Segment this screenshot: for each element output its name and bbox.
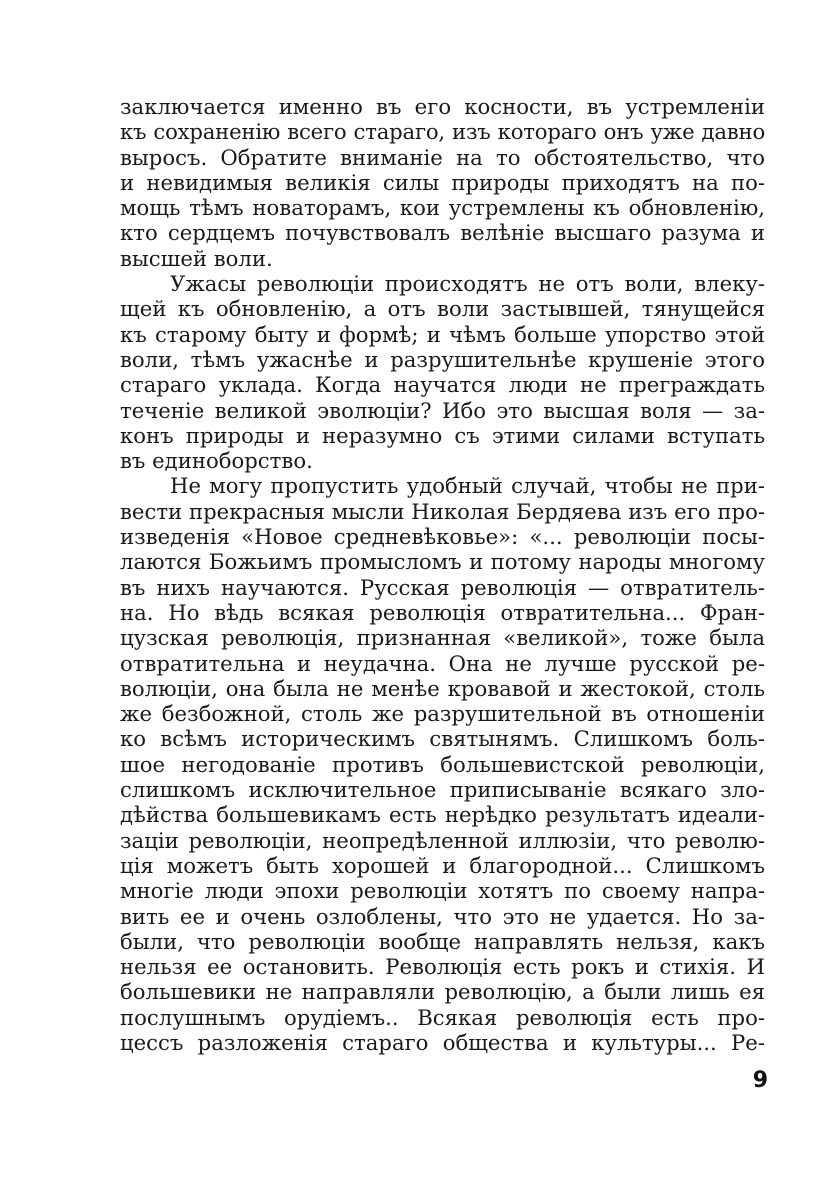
text-line: воли, тѣмъ ужаснѣе и разрушительнѣе крушеніе этого <box>120 346 765 372</box>
text-line: высшей воли. <box>120 245 273 271</box>
text-line: цессъ разложенія стараго общества и культуры... Ре- <box>120 1029 765 1055</box>
text-line: послушнымъ орудіемъ.. Всякая революція есть про- <box>120 1004 765 1030</box>
text-line: выросъ. Обратите вниманіе на то обстоятельство, что <box>120 144 765 170</box>
text-line: вить ее и очень озлоблены, что это не удается. Но за- <box>120 903 765 929</box>
text-line: отвратительна и неудачна. Она не лучше русской ре- <box>120 650 765 676</box>
text-line: шое негодованіе противъ большевистской революціи, <box>120 751 765 777</box>
text-line: лаются Божьимъ промысломъ и потому народы многому <box>120 549 765 575</box>
paragraph-1 <box>120 94 765 271</box>
text-line: и невидимыя великія силы природы приходятъ на по- <box>120 169 765 195</box>
text-line: слишкомъ исключительное приписываніе всякаго зло- <box>120 777 765 803</box>
text-line: въ единоборство. <box>120 448 313 474</box>
text-line: мощь тѣмъ новаторамъ, кои устремлены къ обновленію, <box>120 195 765 221</box>
text-line: изведенія «Новое средневѣковье»: «... революціи посы- <box>120 524 765 550</box>
text-line: стараго уклада. Когда научатся люди не преграждать <box>120 372 765 398</box>
text-line: волюціи, она была не менѣе кровавой и жестокой, столь <box>120 675 765 701</box>
text-line: заключается именно въ его косности, въ устремленіи <box>120 94 765 119</box>
text-line: къ сохраненію всего стараго, изъ котораго онъ уже давно <box>120 119 765 145</box>
text-line: большевики не направляли революцію, а были лишь ея <box>120 979 765 1005</box>
text-line: заціи революціи, неопредѣленной иллюзіи, что револю- <box>120 827 765 853</box>
text-line: нельзя ее остановить. Революція есть рокъ и стихія. И <box>120 954 765 980</box>
text-line: были, что революціи вообще направлять нельзя, какъ <box>120 928 765 954</box>
paragraph-3 <box>120 473 765 1055</box>
text-line: Ужасы революціи происходятъ не отъ воли, влеку- <box>170 271 765 297</box>
paragraph-2 <box>120 271 765 473</box>
text-line: ко всѣмъ историческимъ святынямъ. Слишкомъ боль- <box>120 726 765 752</box>
text-line: къ старому быту и формѣ; и чѣмъ больше упорство этой <box>120 321 765 347</box>
text-line: же безбожной, столь же разрушительной въ отношеніи <box>120 701 765 727</box>
text-line: дѣйства большевикамъ есть нерѣдко результатъ идеали- <box>120 802 765 828</box>
text-line: кто сердцемъ почувствовалъ велѣніе высшаго разума и <box>120 220 765 246</box>
text-line: Не могу пропустить удобный случай, чтобы не при- <box>170 473 765 499</box>
text-line: щей къ обновленію, а отъ воли застывшей, тянущейся <box>120 296 765 322</box>
page-number: 9 <box>752 1068 768 1093</box>
text-line: вести прекрасныя мысли Николая Бердяева изъ его про- <box>120 498 765 524</box>
text-line: въ нихъ научаются. Русская революція — отвратитель- <box>120 574 765 600</box>
text-line: цузская революція, признанная «великой», тоже была <box>120 625 765 651</box>
text-line: ція можетъ быть хорошей и благородной... Слишкомъ <box>120 852 765 878</box>
text-line: многіе люди эпохи революціи хотятъ по своему напра- <box>120 878 765 904</box>
text-line: теченіе великой эволюціи? Ибо это высшая воля — за- <box>120 397 765 423</box>
body-text <box>120 94 765 1055</box>
text-line: на. Но вѣдь всякая революція отвратительна... Фран- <box>120 599 765 625</box>
text-line: конъ природы и неразумно съ этими силами вступать <box>120 422 765 448</box>
